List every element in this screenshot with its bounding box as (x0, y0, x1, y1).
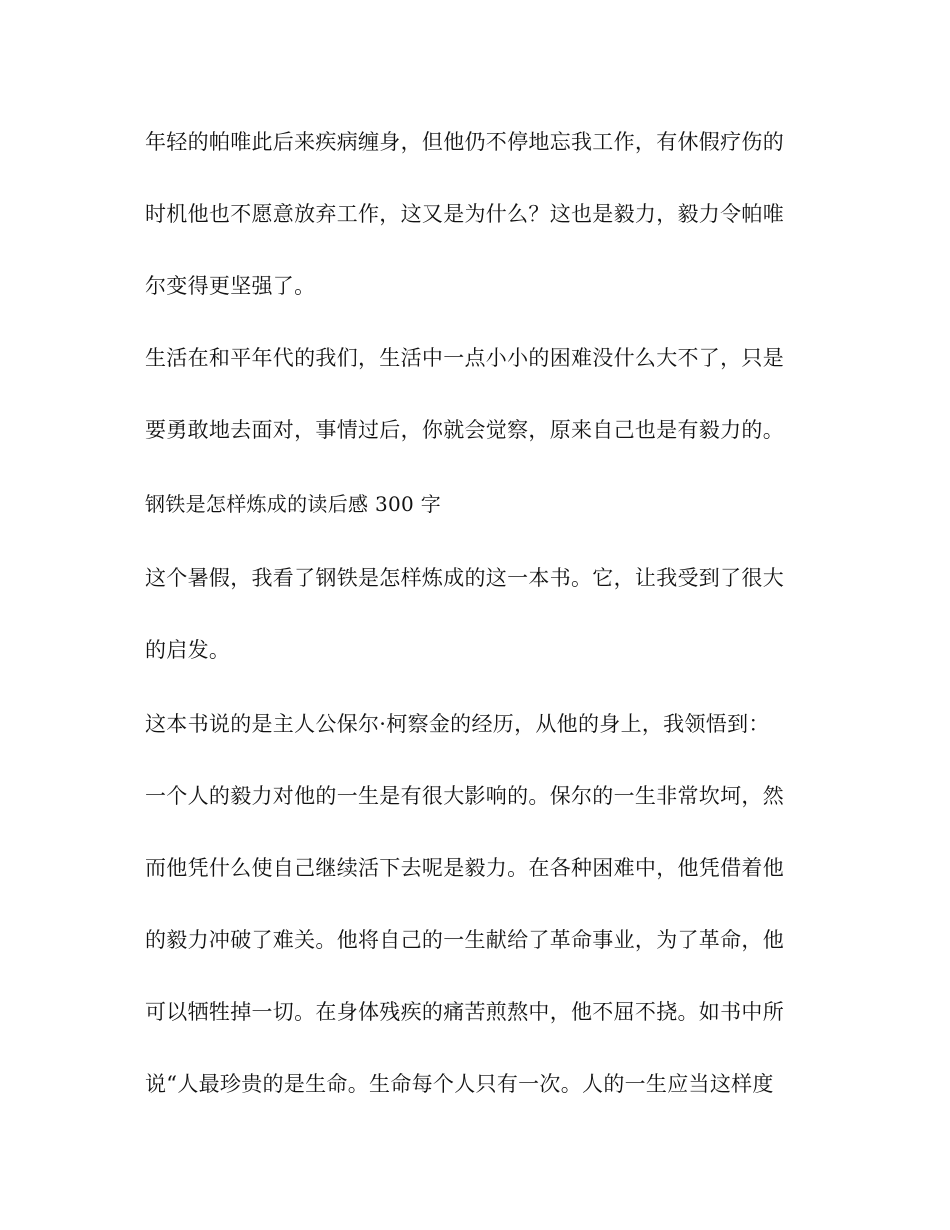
paragraph-line: 尔变得更坚强了。 (145, 274, 316, 298)
paragraph-line: 这本书说的是主人公保尔·柯察金的经历，从他的身上，我领悟到： (145, 712, 770, 736)
paragraph-line: 而他凭什么使自己继续活下去呢是毅力。在各种困难中，他凭借着他 (145, 856, 784, 880)
paragraph-line: 可以牺牲掉一切。在身体残疾的痛苦煎熬中，他不屈不挠。如书中所 (145, 1000, 784, 1024)
paragraph-line: 一个人的毅力对他的一生是有很大影响的。保尔的一生非常坎坷，然 (145, 784, 784, 808)
paragraph-line: 说“人最珍贵的是生命。生命每个人只有一次。人的一生应当这样度 (145, 1072, 774, 1096)
paragraph-line: 这个暑假，我看了钢铁是怎样炼成的这一本书。它，让我受到了很大 (145, 566, 784, 590)
paragraph-line: 生活在和平年代的我们，生活中一点小小的困难没什么大不了，只是 (145, 346, 784, 370)
paragraph-line: 年轻的帕唯此后来疾病缠身，但他仍不停地忘我工作，有休假疗伤的 (145, 130, 784, 154)
paragraph-line: 的启发。 (145, 638, 231, 662)
paragraph-line: 要勇敢地去面对，事情过后，你就会觉察，原来自己也是有毅力的。 (145, 418, 784, 442)
section-heading: 钢铁是怎样炼成的读后感 300 字 (145, 492, 441, 516)
paragraph-line: 时机他也不愿意放弃工作，这又是为什么？这也是毅力，毅力令帕唯 (145, 202, 784, 226)
paragraph-line: 的毅力冲破了难关。他将自己的一生献给了革命事业，为了革命，他 (145, 928, 784, 952)
